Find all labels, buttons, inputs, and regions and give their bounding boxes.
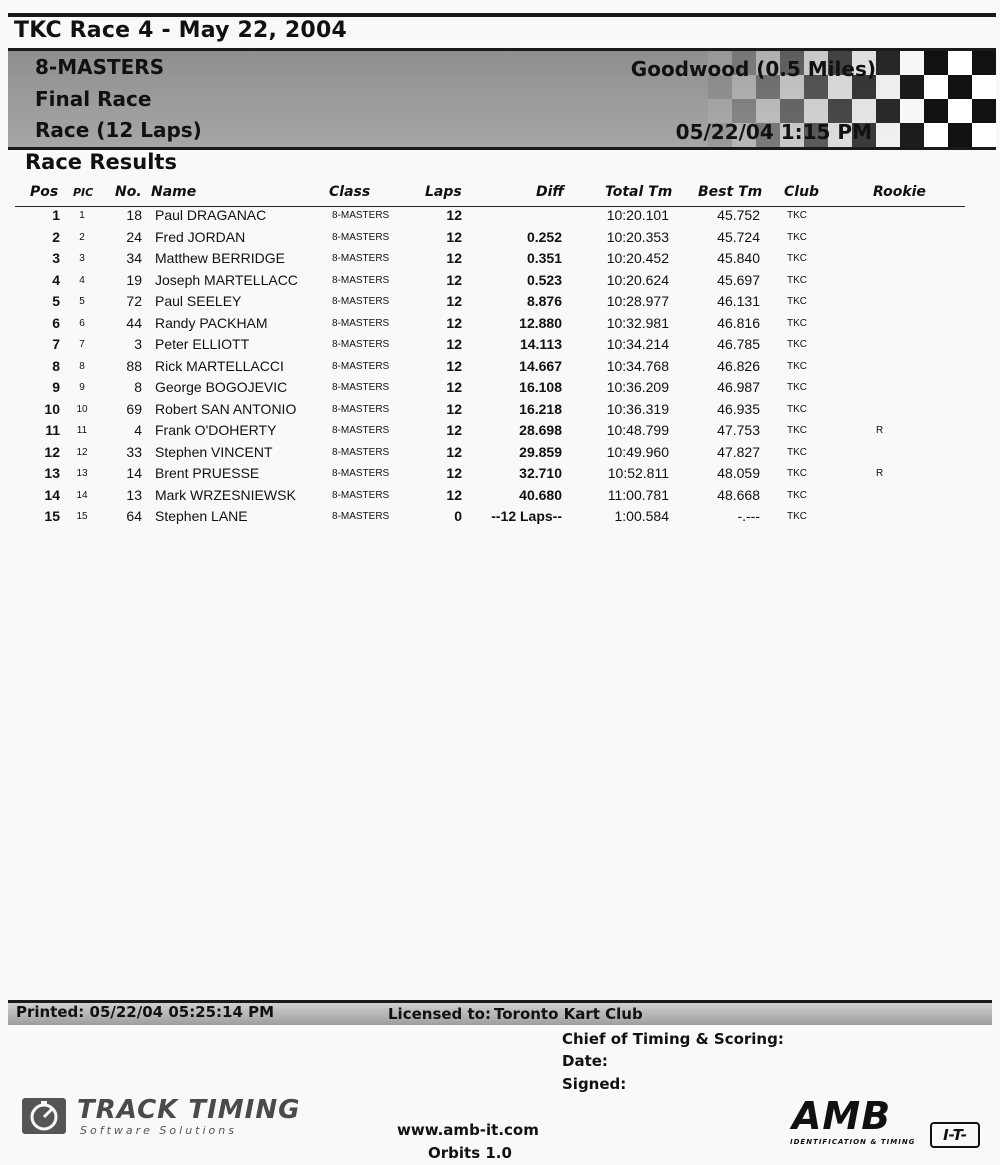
cell-driver-name: Robert SAN ANTONIO (155, 400, 297, 417)
table-row (0, 227, 1000, 248)
cell-number: 13 (126, 486, 142, 503)
checker-square (876, 75, 900, 99)
cell-best-time: 45.697 (717, 271, 760, 288)
cell-number: 72 (126, 293, 142, 309)
cell-laps: 12 (446, 486, 462, 503)
race-datetime: 05/22/04 1:15 PM (675, 120, 872, 144)
cell-driver-name: Frank O'DOHERTY (155, 422, 277, 438)
cell-number: 34 (126, 250, 142, 266)
cell-total-time: 10:36.209 (606, 379, 669, 395)
table-row (0, 291, 1000, 312)
cell-laps: 12 (446, 400, 462, 417)
checker-square (948, 123, 972, 147)
cell-number: 4 (134, 422, 142, 438)
cell-club: TKC (787, 382, 807, 393)
table-row (0, 270, 1000, 291)
col-header-total: Total Tm (605, 184, 673, 200)
cell-driver-name: George BOGOJEVIC (155, 379, 288, 395)
cell-number: 69 (126, 400, 142, 417)
cell-diff: 0.351 (526, 250, 562, 266)
checker-square (900, 51, 924, 75)
cell-club: TKC (787, 296, 807, 307)
col-header-no: No. (115, 184, 142, 200)
cell-class: 8-MASTERS (332, 317, 390, 329)
cell-best-time: -.--- (737, 508, 760, 524)
cell-class: 8-MASTERS (332, 360, 390, 372)
top-rule (8, 13, 996, 17)
cell-total-time: 10:49.960 (606, 443, 669, 460)
checker-square (972, 51, 996, 75)
cell-pos: 6 (52, 314, 60, 331)
table-row (0, 485, 1000, 506)
cell-pos: 8 (52, 357, 60, 374)
checker-square (948, 99, 972, 123)
cell-pic: 12 (76, 446, 88, 458)
table-row (0, 205, 1000, 226)
col-header-laps: Laps (425, 184, 462, 200)
checker-square (924, 75, 948, 99)
cell-laps: 12 (446, 443, 462, 460)
cell-total-time: 10:20.452 (606, 250, 669, 266)
cell-number: 64 (126, 508, 142, 524)
table-row (0, 356, 1000, 377)
cell-pos: 15 (44, 508, 60, 524)
cell-total-time: 11:00.781 (607, 486, 669, 503)
cell-total-time: 10:20.353 (606, 228, 669, 245)
cell-pos: 11 (45, 422, 60, 438)
cell-laps: 12 (446, 465, 462, 481)
cell-number: 33 (126, 443, 142, 460)
table-row (0, 442, 1000, 463)
cell-laps: 12 (446, 379, 462, 395)
cell-best-time: 46.816 (717, 314, 760, 331)
checker-square (948, 51, 972, 75)
cell-best-time: 46.131 (717, 293, 760, 309)
cell-pic: 5 (79, 296, 85, 307)
cell-driver-name: Mark WRZESNIEWSK (155, 486, 296, 503)
cell-pic: 8 (79, 360, 85, 372)
checker-square (924, 51, 948, 75)
cell-class: 8-MASTERS (332, 382, 390, 393)
cell-number: 3 (134, 336, 142, 352)
cell-diff: 0.523 (526, 271, 562, 288)
licensed-to: Toronto Kart Club (494, 1005, 643, 1023)
cell-best-time: 46.785 (717, 336, 760, 352)
cell-club: TKC (787, 317, 807, 329)
cell-best-time: 45.752 (717, 207, 760, 223)
cell-rookie: R (876, 425, 884, 436)
cell-best-time: 46.935 (717, 400, 760, 417)
col-header-best: Best Tm (698, 184, 763, 200)
cell-best-time: 47.827 (717, 443, 760, 460)
cell-diff: 8.876 (526, 293, 562, 309)
amb-logo-subtext: IDENTIFICATION & TIMING (790, 1138, 916, 1146)
cell-number: 24 (126, 228, 142, 245)
cell-number: 8 (134, 379, 142, 395)
checker-square (900, 123, 924, 147)
cell-club: TKC (787, 339, 807, 350)
cell-best-time: 48.059 (717, 465, 760, 481)
cell-pic: 1 (79, 210, 85, 221)
header-band (8, 48, 996, 150)
cell-laps: 12 (446, 293, 462, 309)
checker-square (900, 99, 924, 123)
cell-best-time: 45.724 (717, 228, 760, 245)
cell-pos: 5 (52, 293, 60, 309)
cell-pic: 2 (79, 231, 85, 243)
cell-class: 8-MASTERS (332, 296, 390, 307)
cell-club: TKC (787, 360, 807, 372)
cell-driver-name: Fred JORDAN (155, 228, 246, 245)
cell-number: 18 (126, 207, 142, 223)
table-row (0, 248, 1000, 269)
cell-club: TKC (787, 274, 807, 286)
cell-pic: 11 (76, 425, 88, 436)
signed-label: Signed: (562, 1075, 627, 1093)
website-text: www.amb-it.com (397, 1121, 539, 1139)
track-name: Goodwood (0.5 Miles) (630, 57, 876, 81)
track-timing-logo-subtext: Software Solutions (80, 1124, 237, 1137)
cell-pos: 13 (44, 465, 60, 481)
cell-pos: 9 (52, 379, 60, 395)
checker-square (972, 75, 996, 99)
checker-square (924, 99, 948, 123)
cell-number: 14 (126, 465, 142, 481)
cell-total-time: 1:00.584 (614, 508, 669, 524)
cell-class: 8-MASTERS (332, 339, 390, 350)
cell-best-time: 45.840 (717, 250, 760, 266)
checker-square (924, 123, 948, 147)
col-header-club: Club (784, 184, 820, 200)
cell-club: TKC (787, 446, 807, 458)
cell-driver-name: Stephen LANE (155, 508, 248, 524)
cell-class: 8-MASTERS (332, 468, 390, 479)
licensed-label: Licensed to: (388, 1005, 491, 1023)
cell-number: 19 (126, 271, 142, 288)
table-row (0, 334, 1000, 355)
cell-diff: 40.680 (519, 486, 562, 503)
cell-club: TKC (787, 210, 807, 221)
cell-driver-name: Randy PACKHAM (155, 314, 268, 331)
cell-pic: 6 (79, 317, 85, 329)
cell-laps: 12 (446, 228, 462, 245)
cell-best-time: 46.826 (717, 357, 760, 374)
cell-laps: 12 (446, 314, 462, 331)
cell-driver-name: Peter ELLIOTT (155, 336, 250, 352)
cell-number: 88 (126, 357, 142, 374)
amb-logo-text: AMB (792, 1094, 892, 1138)
col-header-pic: PIC (73, 186, 94, 199)
cell-total-time: 10:20.624 (606, 271, 669, 288)
col-header-name: Name (151, 184, 197, 200)
cell-driver-name: Joseph MARTELLACC (155, 271, 298, 288)
cell-pic: 9 (79, 382, 85, 393)
cell-best-time: 48.668 (717, 486, 760, 503)
cell-diff: --12 Laps-- (491, 508, 562, 524)
cell-club: TKC (787, 511, 807, 522)
cell-best-time: 46.987 (717, 379, 760, 395)
cell-laps: 12 (446, 271, 462, 288)
amb-it-badge: I-T- (930, 1122, 980, 1148)
table-row (0, 420, 1000, 441)
chief-of-timing-label: Chief of Timing & Scoring: (562, 1030, 784, 1048)
col-header-diff: Diff (536, 184, 565, 200)
cell-pic: 13 (76, 468, 88, 479)
col-header-rookie: Rookie (873, 184, 926, 200)
cell-driver-name: Paul SEELEY (155, 293, 242, 309)
footer-band (8, 1000, 992, 1025)
race-description: Race (12 Laps) (35, 118, 202, 142)
cell-club: TKC (787, 425, 807, 436)
cell-best-time: 47.753 (717, 422, 760, 438)
cell-class: 8-MASTERS (332, 231, 390, 243)
checker-square (876, 51, 900, 75)
cell-pic: 14 (76, 489, 88, 501)
cell-number: 44 (126, 314, 142, 331)
cell-class: 8-MASTERS (332, 511, 390, 522)
cell-club: TKC (787, 468, 807, 479)
cell-diff: 32.710 (519, 465, 562, 481)
cell-pic: 3 (79, 253, 85, 264)
cell-club: TKC (787, 403, 807, 415)
cell-class: 8-MASTERS (332, 210, 390, 221)
cell-driver-name: Paul DRAGANAC (155, 207, 267, 223)
cell-diff: 14.113 (519, 336, 562, 352)
checker-square (972, 123, 996, 147)
cell-laps: 0 (454, 508, 462, 524)
stopwatch-icon (22, 1098, 66, 1134)
table-row (0, 377, 1000, 398)
cell-pos: 1 (52, 207, 60, 223)
cell-pos: 10 (44, 400, 60, 417)
cell-total-time: 10:28.977 (606, 293, 669, 309)
cell-laps: 12 (446, 357, 462, 374)
class-name: 8-MASTERS (35, 55, 165, 79)
cell-total-time: 10:34.214 (606, 336, 669, 352)
cell-diff: 28.698 (519, 422, 562, 438)
cell-pos: 14 (44, 486, 60, 503)
printed-timestamp: Printed: 05/22/04 05:25:14 PM (16, 1003, 275, 1021)
cell-diff: 16.108 (519, 379, 562, 395)
cell-laps: 12 (446, 207, 462, 223)
cell-class: 8-MASTERS (332, 425, 390, 436)
table-row (0, 399, 1000, 420)
section-title: Race Results (25, 150, 177, 174)
cell-class: 8-MASTERS (332, 403, 390, 415)
cell-total-time: 10:34.768 (606, 357, 669, 374)
table-row (0, 313, 1000, 334)
cell-pos: 12 (44, 443, 60, 460)
cell-laps: 12 (446, 336, 462, 352)
checker-square (972, 99, 996, 123)
date-label: Date: (562, 1052, 608, 1070)
cell-diff: 0.252 (526, 228, 562, 245)
cell-pos: 7 (52, 336, 60, 352)
session-name: Final Race (35, 87, 152, 111)
checker-square (876, 123, 900, 147)
cell-club: TKC (787, 489, 807, 501)
cell-club: TKC (787, 231, 807, 243)
cell-pic: 7 (79, 339, 85, 350)
cell-pos: 2 (52, 228, 60, 245)
cell-diff: 14.667 (519, 357, 562, 374)
cell-pic: 15 (76, 511, 88, 522)
cell-laps: 12 (446, 422, 462, 438)
table-row (0, 463, 1000, 484)
cell-driver-name: Matthew BERRIDGE (155, 250, 285, 266)
checker-square (948, 75, 972, 99)
cell-class: 8-MASTERS (332, 489, 390, 501)
col-header-pos: Pos (30, 184, 59, 200)
cell-driver-name: Stephen VINCENT (155, 443, 273, 460)
cell-total-time: 10:20.101 (606, 207, 669, 223)
cell-pic: 10 (76, 403, 88, 415)
cell-diff: 29.859 (519, 443, 562, 460)
cell-class: 8-MASTERS (332, 446, 390, 458)
checker-square (900, 75, 924, 99)
table-row (0, 506, 1000, 527)
cell-pos: 4 (52, 271, 60, 288)
cell-laps: 12 (446, 250, 462, 266)
cell-driver-name: Rick MARTELLACCI (155, 357, 284, 374)
cell-total-time: 10:32.981 (606, 314, 669, 331)
checker-square (876, 99, 900, 123)
cell-rookie: R (876, 468, 884, 479)
cell-diff: 16.218 (519, 400, 562, 417)
cell-diff: 12.880 (519, 314, 562, 331)
cell-class: 8-MASTERS (332, 253, 390, 264)
track-timing-logo-text: TRACK TIMING (77, 1095, 301, 1125)
cell-club: TKC (787, 253, 807, 264)
event-title: TKC Race 4 - May 22, 2004 (14, 18, 347, 43)
cell-total-time: 10:48.799 (606, 422, 669, 438)
cell-total-time: 10:36.319 (606, 400, 669, 417)
software-version: Orbits 1.0 (428, 1144, 512, 1162)
cell-pos: 3 (52, 250, 60, 266)
cell-class: 8-MASTERS (332, 274, 390, 286)
cell-pic: 4 (79, 274, 85, 286)
col-header-class: Class (329, 184, 371, 200)
cell-total-time: 10:52.811 (607, 465, 669, 481)
cell-driver-name: Brent PRUESSE (155, 465, 260, 481)
